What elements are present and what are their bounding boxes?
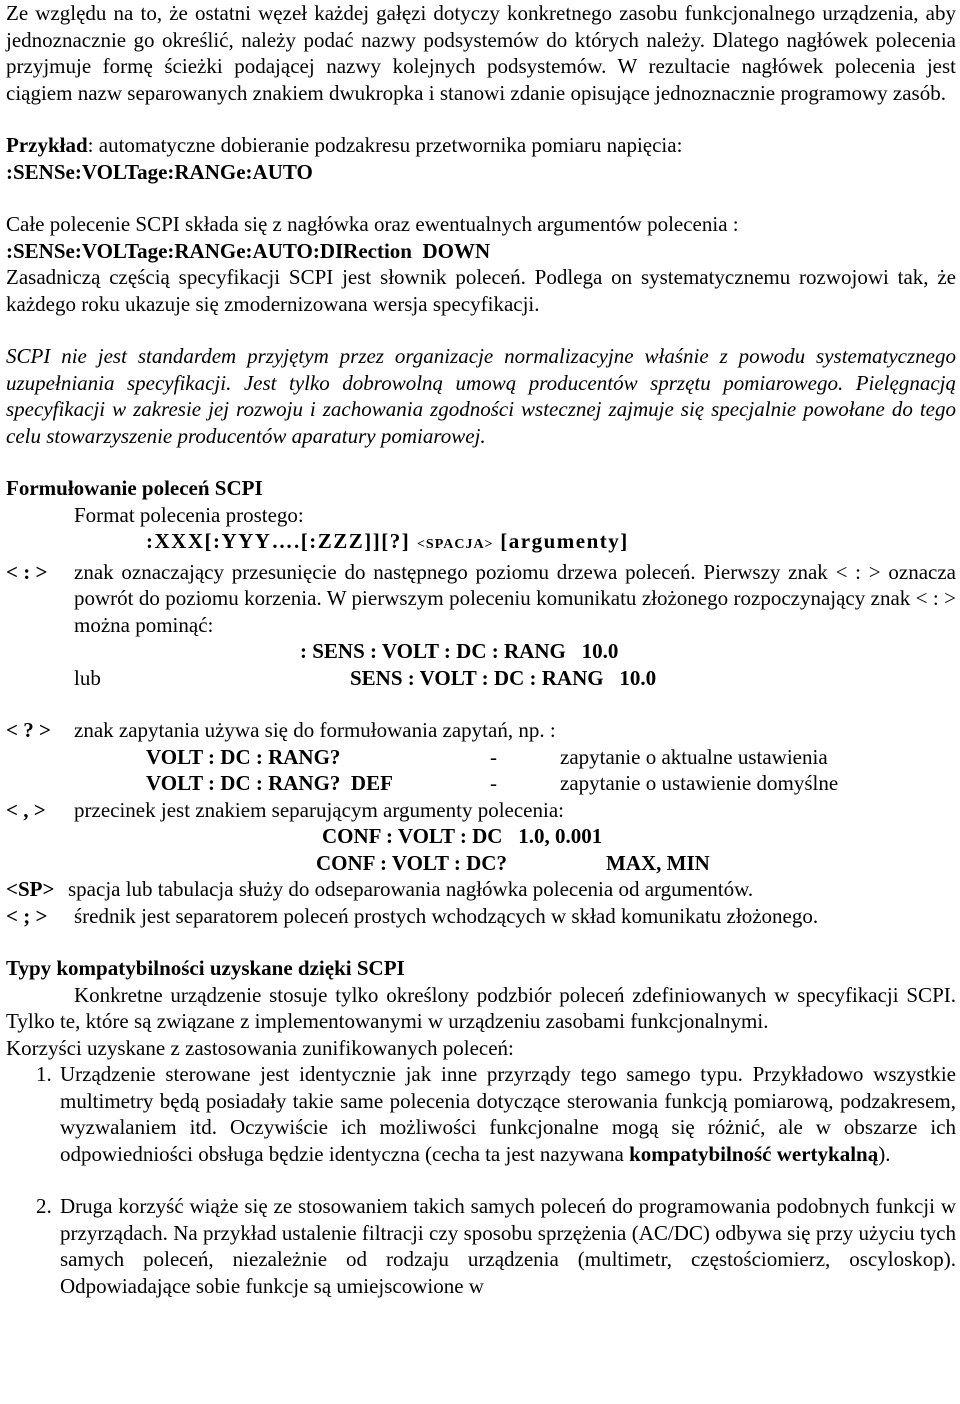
list-item [6, 1061, 956, 1167]
colon-text: znak oznaczający przesunięcie do następnego poziomu drzewa poleceń. Pierwszy znak < : > oznacza powrót do poziomu korzenia. W pierwszym poleceniu komunikatu złożonego rozpoczynający znak < : > można pominąć: [74, 559, 956, 637]
query-symbol: < ? > [6, 718, 51, 742]
document-page [6, 0, 956, 1299]
italic-paragraph: SCPI nie jest standardem przyjętym przez organizacje normalizacyjne właśnie z powodu systematycznego uzupełniania specyfikacji. Jest tylko dobrowolną umową producentów sprzętu pomiarowego. Pielęgnacją specyfikacji w zakresie jej rozwoju i zachowania zgodności wstecznej zajmuje się specjalnie powołane do tego celu stowarzyszenie producentów aparatury pomiarowej. [6, 344, 956, 448]
whole-command-code: :SENSe:VOLTage:RANGe:AUTO:DIRection DOWN [6, 238, 491, 263]
colon-example-1: : SENS : VOLT : DC : RANG 10.0 [300, 639, 619, 663]
query-text: znak zapytania używa się do formułowania zapytań, np. : [74, 718, 556, 742]
comma-text: przecinek jest znakiem separującym argumenty polecenia: [74, 797, 564, 822]
comma-symbol: < , > [6, 797, 46, 822]
space-symbol: <SP> [6, 877, 55, 901]
example-text: : automatyczne dobieranie podzakresu przetwornika pomiaru napięcia: [87, 133, 683, 157]
colon-symbol: < : > [6, 559, 48, 584]
colon-example-2: SENS : VOLT : DC : RANG 10.0 [350, 665, 657, 690]
intro-paragraph: Ze względu na to, że ostatni węzeł każdej gałęzi dotyczy konkretnego zasobu funkcjonalnego urządzenia, aby jednoznacznie go określić, należy podać nazwy podsystemów do których należy. Dlatego nagłówek polecenia przyjmuje formę ścieżki podającej nazwy kolejnych podsystemów. W rezultacie nagłówek polecenia jest ciągiem nazw separowanych znakiem dwukropka i stanowi zdanie opisujące jednoznacznie programowy zasób. [6, 1, 956, 105]
query-code: VOLT : DC : RANG? [146, 744, 341, 769]
format-label: Format polecenia prostego: [74, 502, 304, 527]
list-bold: kompatybilność wertykalną [629, 1141, 879, 1166]
colon-or: lub [74, 665, 101, 690]
query-dash: - [490, 771, 497, 795]
list-number: 1. [36, 1062, 52, 1086]
query-row [6, 744, 956, 771]
semicolon-symbol: < ; > [6, 903, 48, 928]
space-definition [6, 876, 956, 903]
query-code: VOLT : DC : RANG? DEF [146, 771, 393, 795]
example-line [6, 132, 956, 159]
format-syntax [6, 528, 956, 559]
benefits-list [6, 1061, 956, 1299]
list-text: Urządzenie sterowane jest identycznie jak inne przyrządy tego samego typu. Przykładowo wszystkie multimetry będą posiadały takie same polecenia dotyczące sterowania funkcją pomiarową, podzakresem, wyzwalaniem itd. Oczywiście ich możliwości funkcjonalne mogą się różnić, ale w obszarze ich odpowiedniości obsługa będzie identyczna (cecha ta jest nazywana kompatybilność wertykalną). [60, 1062, 956, 1166]
query-definition [6, 717, 956, 744]
benefits-label: Korzyści uzyskane z zastosowania zunifikowanych poleceń: [6, 1035, 514, 1060]
example-code: :SENSe:VOLTage:RANGe:AUTO [6, 159, 313, 184]
format-argument: [argumenty] [500, 529, 629, 553]
comma-definition [6, 797, 956, 824]
comma-example-2a: CONF : VOLT : DC? [316, 850, 507, 875]
list-text: Druga korzyść wiąże się ze stosowaniem takich samych poleceń do programowania podobnych funkcji w przyrządach. Na przykład ustalenie filtracji czy sposobu sprzężenia (AC/DC) odbywa się przy użyciu tych samych poleceń, niezależnie od rodzaju urządzenia (multimetr, częstościomierz, oscyloskop). Odpowiadające sobie funkcje są umiejscowione w [60, 1194, 956, 1298]
list-number: 2. [36, 1194, 52, 1218]
query-desc: zapytanie o ustawienie domyślne [560, 771, 839, 795]
formulation-heading: Formułowanie poleceń SCPI [6, 476, 263, 500]
comma-example-1: CONF : VOLT : DC 1.0, 0.001 [322, 824, 603, 848]
example-label: Przykład [6, 133, 88, 157]
query-dash: - [490, 744, 497, 769]
colon-example-2-row [6, 665, 956, 692]
space-text: spacja lub tabulacja służy do odseparowania nagłówka polecenia od argumentów. [68, 877, 754, 901]
dictionary-paragraph: Zasadniczą częścią specyfikacji SCPI jest słownik poleceń. Podlega on systematycznemu rozwojowi tak, że każdego roku ukazuje się zmodernizowana wersja specyfikacji. [6, 265, 956, 316]
format-space: <SPACJA> [416, 537, 494, 552]
query-desc: zapytanie o aktualne ustawienia [560, 744, 828, 769]
colon-definition [6, 559, 956, 639]
compat-heading: Typy kompatybilności uzyskane dzięki SCPI [6, 956, 405, 980]
query-row [6, 770, 956, 797]
semicolon-text: średnik jest separatorem poleceń prostych wchodzących w skład komunikatu złożonego. [74, 903, 819, 928]
compat-paragraph: Konkretne urządzenie stosuje tylko określony podzbiór poleceń zdefiniowanych w specyfikacji SCPI. Tylko te, które są związane z implementowanymi w urządzeniu zasobami funkcjonalnymi. [6, 982, 956, 1033]
whole-command-text: Całe polecenie SCPI składa się z nagłówka oraz ewentualnych argumentów polecenia : [6, 212, 739, 236]
semicolon-definition [6, 903, 956, 930]
format-code: :XXX[:YYY….[:ZZZ]][?] [146, 529, 411, 553]
comma-example-2b: MAX, MIN [606, 850, 710, 875]
list-item [6, 1193, 956, 1299]
comma-example-2-row [6, 850, 956, 877]
